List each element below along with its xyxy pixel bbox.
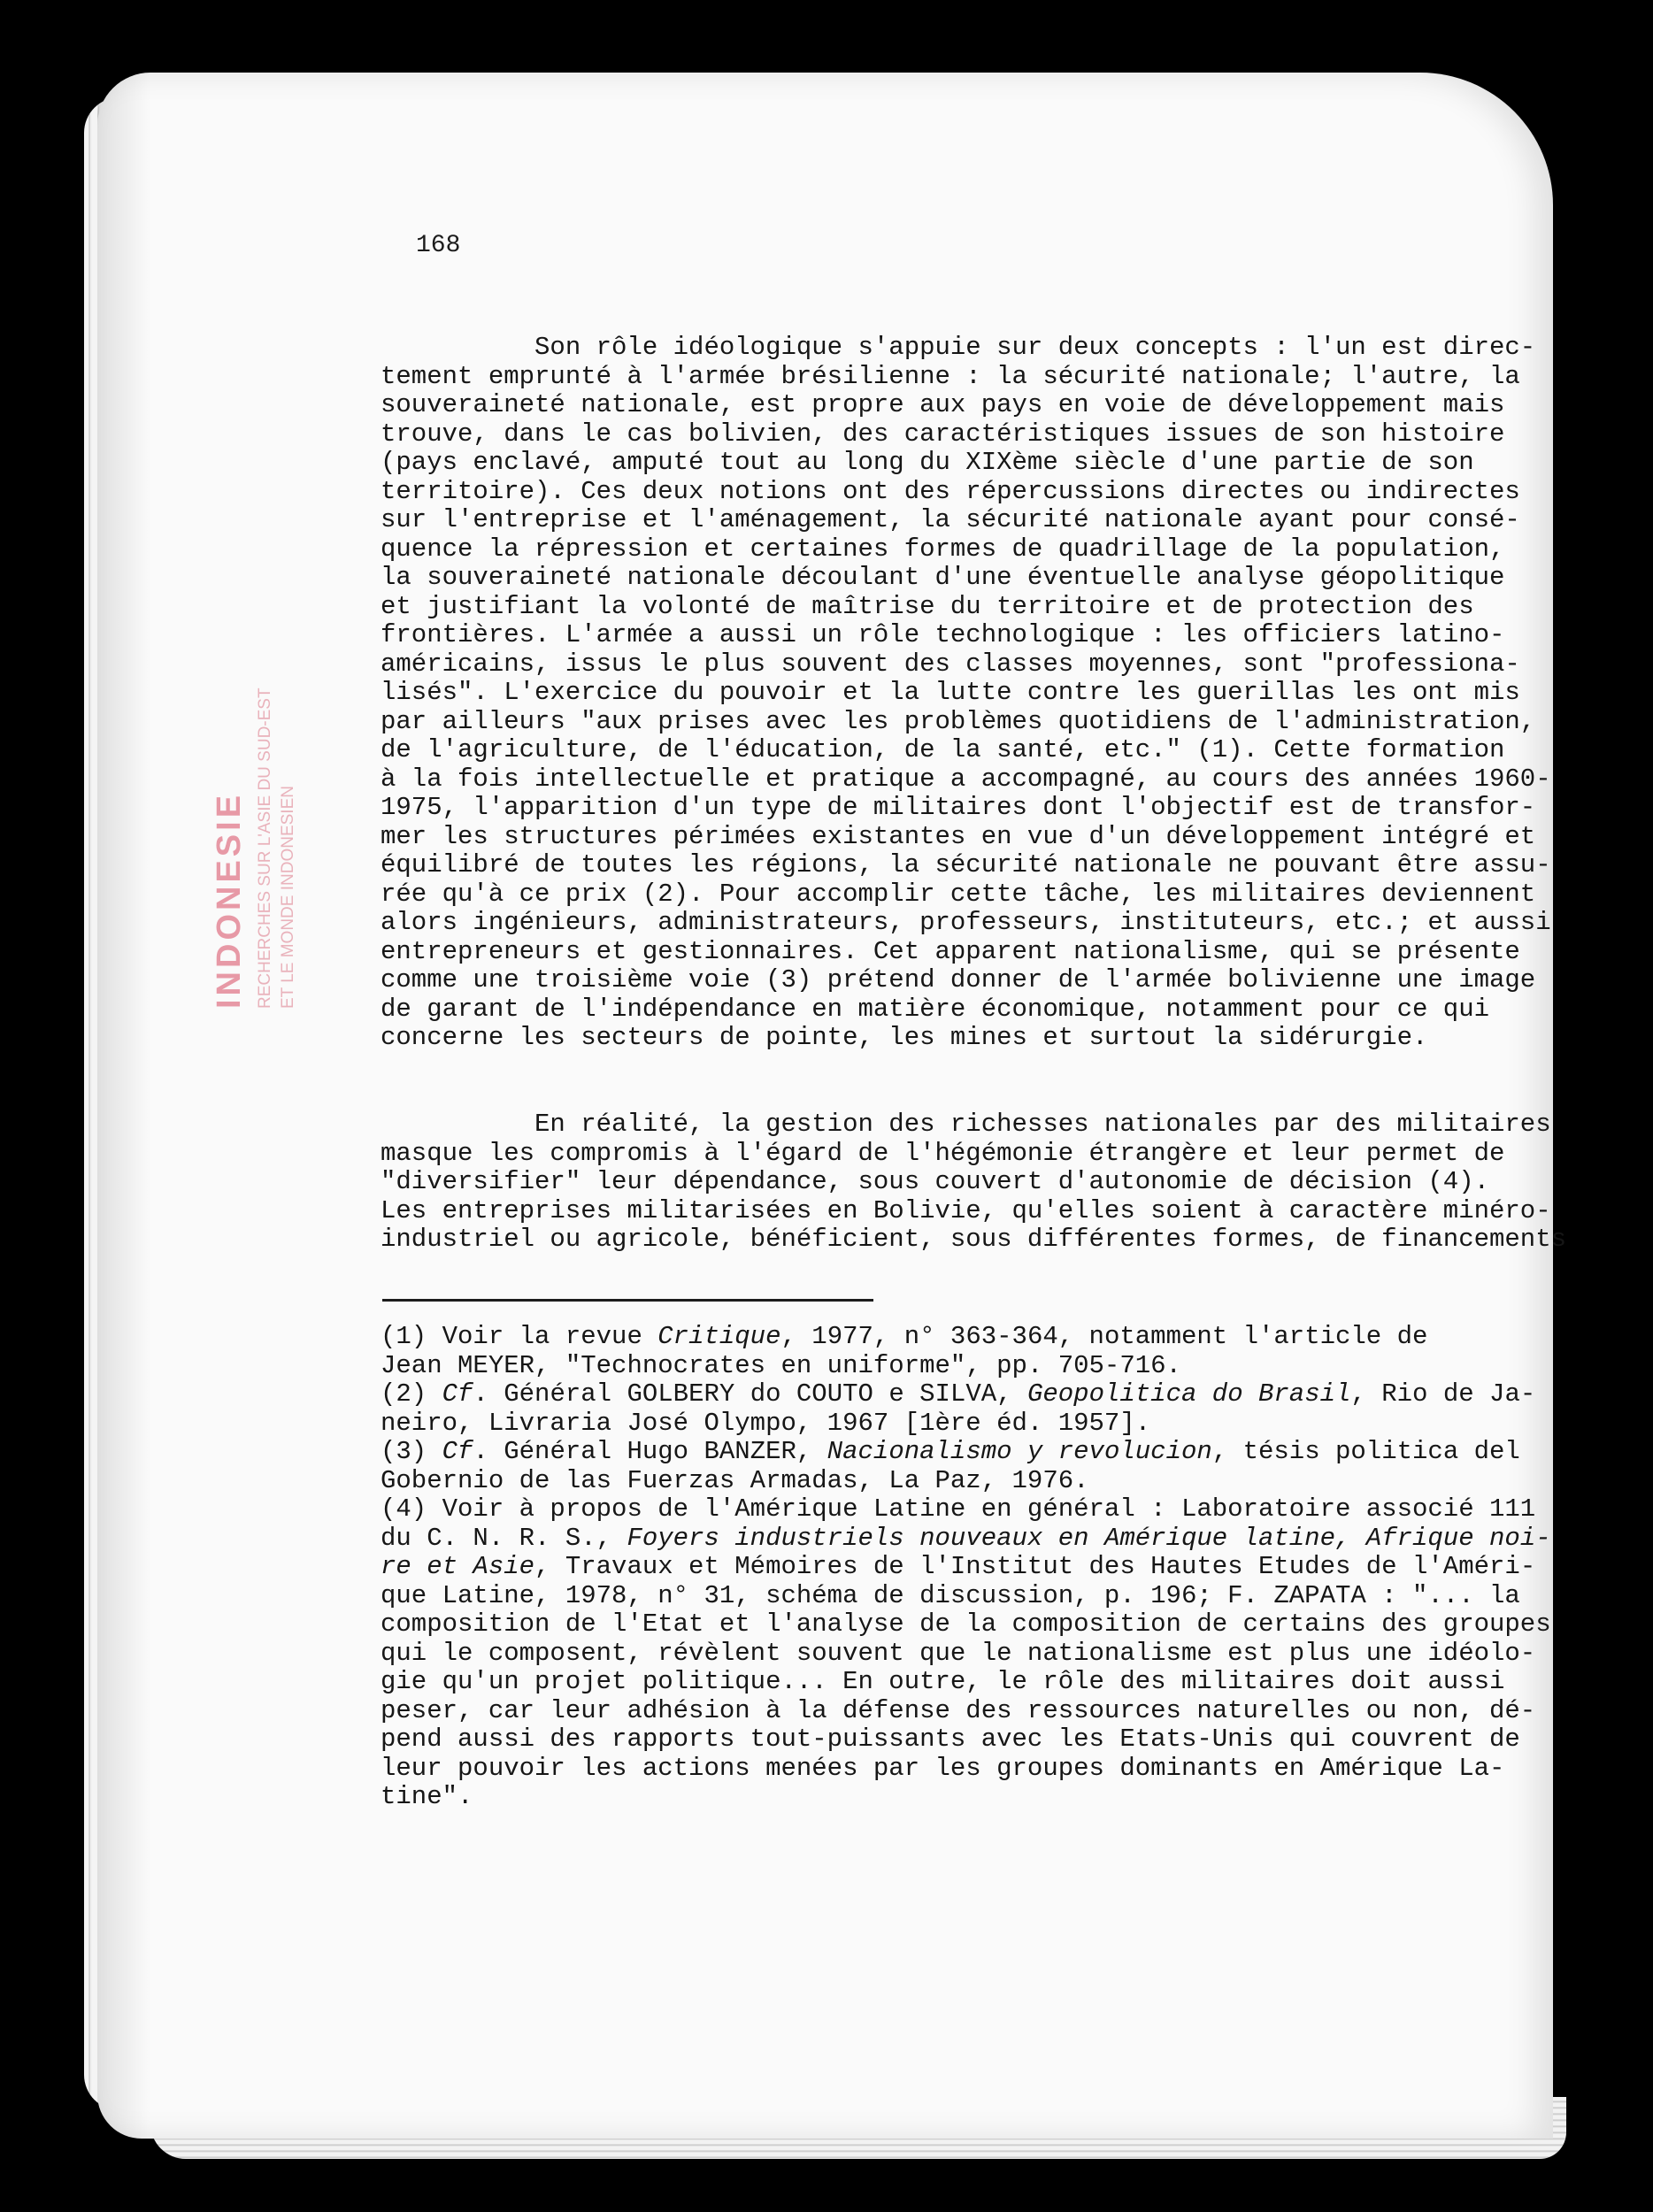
footnote-3-line (381, 1437, 1520, 1467)
text-line: et justifiant la volonté de maîtrise du territoire et de protection des (381, 591, 1474, 621)
text-line: alors ingénieurs, administrateurs, professeurs, instituteurs, etc.; et aussi (381, 908, 1551, 937)
text-line: industriel ou agricole, bénéficient, sous différentes formes, de financements (381, 1225, 1567, 1254)
fn-italic: re et Asie (381, 1552, 535, 1581)
fn-text: , Travaux et Mémoires de l'Institut des Hautes Etudes de l'Améri- (534, 1552, 1536, 1581)
text-line: américains, issus le plus souvent des classes moyennes, sont "professiona- (381, 649, 1520, 679)
footnote-4-line: que Latine, 1978, n° 31, schéma de discussion, p. 196; F. ZAPATA : "... la (381, 1580, 1520, 1610)
text-line: entrepreneurs et gestionnaires. Cet apparent nationalisme, qui se présente (381, 936, 1520, 966)
text-line: à la fois intellectuelle et pratique a accompagné, au cours des années 1960- (381, 764, 1551, 794)
footnote-3-line: Gobernio de las Fuerzas Armadas, La Paz, 1976. (381, 1465, 1089, 1495)
footnotes (381, 1322, 1551, 1812)
footnote-2-line: neiro, Livraria José Olympo, 1967 [1ère éd. 1957]. (381, 1408, 1151, 1438)
footnote-divider (382, 1299, 873, 1302)
fn-italic: Cf (442, 1437, 473, 1466)
text-line: 1975, l'apparition d'un type de militaires dont l'objectif est de transfor- (381, 793, 1536, 822)
text-line: par ailleurs "aux prises avec les problèmes quotidiens de l'administration, (381, 706, 1536, 736)
spine-shadow (97, 73, 150, 2139)
fn-text: du C. N. R. S., (381, 1523, 627, 1553)
text-line: territoire). Ces deux notions ont des répercussions directes ou indirectes (381, 476, 1520, 506)
footnote-4-line: tine". (381, 1782, 473, 1811)
text-line: rée qu'à ce prix (2). Pour accomplir cette tâche, les militaires deviennent (381, 879, 1536, 909)
text-line: tement emprunté à l'armée brésilienne : la sécurité nationale; l'autre, la (381, 361, 1520, 391)
footnote-4-line: gie qu'un projet politique... En outre, le rôle des militaires doit aussi (381, 1667, 1505, 1696)
text-line: de garant de l'indépendance en matière économique, notamment pour ce qui (381, 994, 1490, 1024)
fn-text: (1) Voir la revue (381, 1322, 658, 1351)
footnote-4-line (381, 1552, 1536, 1582)
stamp-red-text: INDONESIE (211, 791, 248, 1009)
fn-italic: Critique (657, 1322, 781, 1351)
footnote-2-line (381, 1379, 1536, 1409)
text-line: souveraineté nationale, est propre aux pays en voie de développement mais (381, 390, 1505, 419)
text-line: Les entreprises militarisées en Bolivie, qu'elles soient à caractère minéro- (381, 1195, 1551, 1225)
text-line: la souveraineté nationale découlant d'une éventuelle analyse géopolitique (381, 563, 1505, 592)
footnote-4-line: pend aussi des rapports tout-puissants avec les Etats-Unis qui couvrent de (381, 1724, 1520, 1754)
fn-italic: Cf (442, 1379, 473, 1409)
fn-text: , 1977, n° 363-364, notamment l'article de (780, 1322, 1428, 1351)
paragraph-2 (381, 1110, 1567, 1255)
footnote-1-line: Jean MEYER, "Technocrates en uniforme", pp. 705-716. (381, 1350, 1181, 1380)
fn-text: (3) (381, 1437, 442, 1466)
footnote-4-line: peser, car leur adhésion à la défense des ressources naturelles ou non, dé- (381, 1695, 1536, 1725)
text-line: trouve, dans le cas bolivien, des caractéristiques issues de son histoire (381, 419, 1505, 449)
text-line: mer les structures périmées existantes en vue d'un développement intégré et (381, 821, 1536, 851)
paragraph-1 (381, 333, 1551, 1053)
text-line: équilibré de toutes les régions, la sécurité nationale ne pouvant être assu- (381, 850, 1551, 879)
fn-italic: Nacionalismo y revolucion (826, 1437, 1212, 1466)
text-line: de l'agriculture, de l'éducation, de la santé, etc." (1). Cette formation (381, 735, 1505, 764)
footnote-4-line: qui le composent, révèlent souvent que le nationalisme est plus une idéolo- (381, 1638, 1536, 1668)
text-line: (pays enclavé, amputé tout au long du XIXème siècle d'une partie de son (381, 448, 1474, 477)
fn-text: , tésis politica del (1211, 1437, 1520, 1466)
text-line: concerne les secteurs de pointe, les mines et surtout la sidérurgie. (381, 1023, 1428, 1052)
text-line: frontières. L'armée a aussi un rôle technologique : les officiers latino- (381, 620, 1505, 649)
text-line: comme une troisième voie (3) prétend donner de l'armée bolivienne une image (381, 965, 1536, 995)
fn-text: (2) (381, 1379, 442, 1409)
stamp-line: RECHERCHES SUR L'ASIE DU SUD-EST (256, 687, 274, 1009)
footnote-4-line: leur pouvoir les actions menées par les groupes dominants en Amérique La- (381, 1753, 1505, 1783)
fn-text: , Rio de Ja- (1350, 1379, 1536, 1409)
text-line: masque les compromis à l'égard de l'hégémonie étrangère et leur permet de (381, 1138, 1505, 1168)
text-line: En réalité, la gestion des richesses nationales par des militaires (381, 1110, 1551, 1139)
fn-text: . Général Hugo BANZER, (473, 1437, 827, 1466)
fn-italic: Geopolitica do Brasil (1026, 1379, 1351, 1409)
page-number: 168 (416, 232, 461, 259)
footnote-4-line (381, 1523, 1551, 1554)
footnote-1-line (381, 1323, 1492, 1352)
text-line: "diversifier" leur dépendance, sous couvert d'autonomie de décision (4). (381, 1167, 1490, 1196)
footnote-4-line: composition de l'Etat et l'analyse de la composition de certains des groupes (381, 1609, 1551, 1639)
text-line: quence la répression et certaines formes de quadrillage de la population, (381, 534, 1505, 564)
fn-italic: Foyers industriels nouveaux en Amérique latine, Afrique noi- (627, 1523, 1551, 1553)
text-line: sur l'entreprise et l'aménagement, la sécurité nationale ayant pour consé- (381, 505, 1520, 534)
fn-text: . Général GOLBERY do COUTO e SILVA, (473, 1379, 1027, 1409)
text-line: lisés". L'exercice du pouvoir et la lutte contre les guerillas les ont mis (381, 678, 1520, 707)
footnote-4-line: (4) Voir à propos de l'Amérique Latine en général : Laboratoire associé 111 (381, 1494, 1536, 1524)
text-line: Son rôle idéologique s'appuie sur deux concepts : l'un est direc- (381, 333, 1536, 362)
stamp-line: ET LE MONDE INDONESIEN (279, 786, 297, 1009)
